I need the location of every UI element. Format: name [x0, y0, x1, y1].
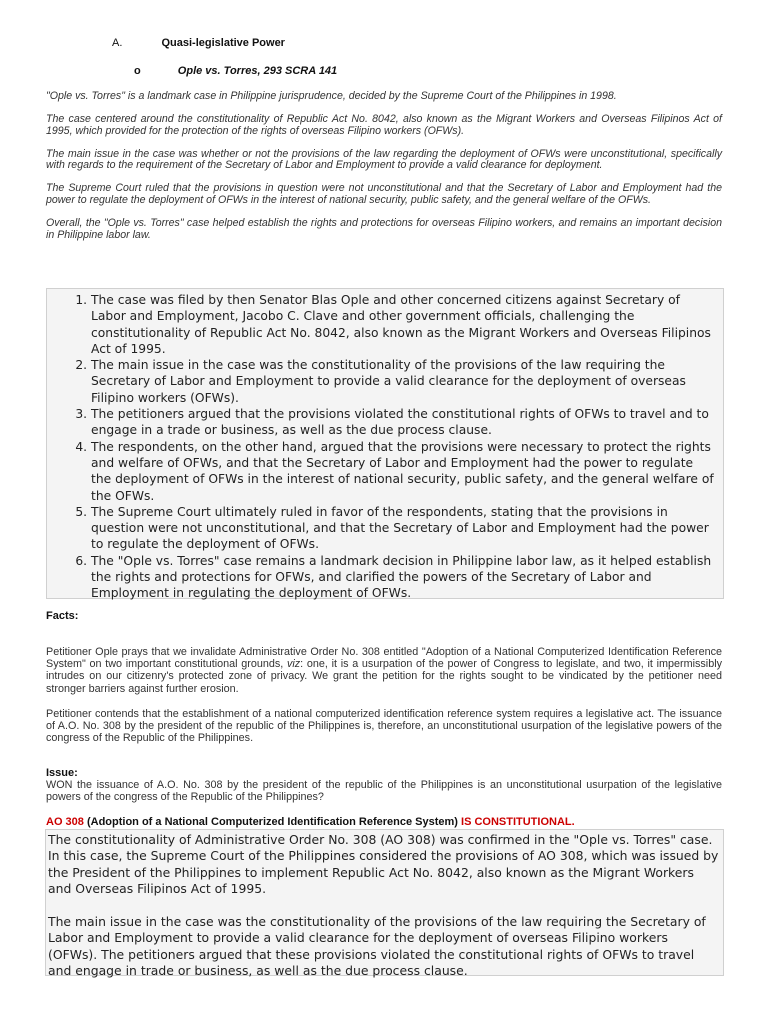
case-title: Ople vs. Torres, 293 SCRA 141 [177, 65, 338, 77]
numbered-summary-box [46, 288, 724, 599]
ruling-heading [46, 816, 575, 828]
intro-paragraph: "Ople vs. Torres" is a landmark case in Philippine jurisprudence, decided by the Supreme Court of the Philippines in 1998. [46, 90, 617, 102]
bullet-icon: o [134, 65, 141, 77]
list-item: 3. The petitioners argued that the provisions violated the constitutional rights of OFWs to travel and to engage in a trade or business, as well as the due process clause. [91, 406, 715, 439]
intro-paragraph: The Supreme Court ruled that the provisions in question were not unconstitutional and that the Secretary of Labor and Employment had the power to regulate the deployment of OFWs in the interest of national security, public safety, and the general welfare of the OFWs. [46, 182, 722, 207]
verdict-period: . [571, 816, 575, 828]
intro-paragraph: The main issue in the case was whether or not the provisions of the law regarding the deployment of OFWs were unconstitutional, specifically with regards to the requirement of the Secretary of Labor and Employment to provide a valid clearance for deployment. [46, 147, 722, 172]
section-letter: A. [112, 37, 123, 49]
ruling-paragraph: The constitutionality of Administrative Order No. 308 (AO 308) was confirmed in the "Ople vs. Torres" case. In this case, the Supreme Court of the Philippines considered the provisions of AO 308, which was issued by the President of the Philippines to implement Republic Act No. 8042, also known as the Migrant Workers and Overseas Filipinos Act of 1995. [48, 832, 719, 897]
facts-viz: viz [286, 658, 301, 671]
facts-label: Facts: [46, 610, 79, 622]
list-item: 1. The case was filed by then Senator Blas Ople and other concerned citizens against Secretary of Labor and Employment, Jacobo C. Clave and other government officials, challenging the constitutionality of Republic Act No. 8042, also known as the Migrant Workers and Overseas Filipinos Act of 1995. [91, 292, 715, 357]
facts-text: : one, it is a usurpation of the power of Congress to legislate, and two, it impermissibly intrudes on our citizenry's protected zone of privacy. We grant the petition for the rights sought to be vindicated by the petitioner need stronger barriers against further erosion. [46, 658, 723, 695]
ao-name: (Adoption of a National Computerized Identification Reference System) [83, 816, 462, 828]
numbered-list [67, 292, 715, 602]
ao-label: AO 308 [46, 816, 84, 828]
facts-paragraph [46, 646, 722, 695]
case-heading [134, 65, 337, 77]
intro-section [46, 91, 722, 253]
verdict: IS CONSTITUTIONAL [461, 816, 572, 828]
ruling-box [45, 829, 724, 979]
issue-text: WON the issuance of A.O. No. 308 by the president of the republic of the Philippines is an unconstitutional usurpation of the legislative powers of the congress of the Republic of the Philippines? [46, 779, 722, 804]
section-heading [112, 37, 285, 49]
list-item: 4. The respondents, on the other hand, argued that the provisions were necessary to protect the rights and welfare of OFWs, and that the Secretary of Labor and Employment had the power to regulate the deployment of OFWs in the interest of national security, public safety, and the general welfare of the OFWs. [91, 439, 715, 504]
section-title: Quasi-legislative Power [161, 37, 285, 49]
facts-text: Petitioner Ople prays that we invalidate Administrative Order No. 308 entitled "Adoption of a National Computerized Identification Reference System" on two important constitutional grounds, [46, 646, 722, 671]
list-item: 5. The Supreme Court ultimately ruled in favor of the respondents, stating that the provisions in question were not unconstitutional, and that the Secretary of Labor and Employment had the power to regulate the deployment of OFWs. [91, 504, 715, 553]
ruling-paragraph: The main issue in the case was the constitutionality of the provisions of the law requiring the Secretary of Labor and Employment to provide a valid clearance for the deployment of overseas Filipino workers (OFWs). The petitioners argued that these provisions violated the constitutional rights of OFWs to travel and engage in trade or business, as well as the due process clause. [48, 914, 706, 979]
intro-paragraph: Overall, the "Ople vs. Torres" case helped establish the rights and protections for overseas Filipino workers, and remains an important decision in Philippine labor law. [46, 217, 722, 241]
list-item: 6. The "Ople vs. Torres" case remains a landmark decision in Philippine labor law, as it helped establish the rights and protections for OFWs, and clarified the powers of the Secretary of Labor and Employment in regulating the deployment of OFWs. [91, 553, 715, 602]
issue-label: Issue: [46, 767, 78, 779]
list-item: 2. The main issue in the case was the constitutionality of the provisions of the law requiring the Secretary of Labor and Employment to provide a valid clearance for the deployment of overseas Filipino workers (OFWs). [91, 357, 715, 406]
intro-paragraph: The case centered around the constitutionality of Republic Act No. 8042, also known as the Migrant Workers and Overseas Filipinos Act of 1995, which provided for the protection of the rights of overseas Filipino workers (OFWs). [46, 113, 722, 137]
facts-paragraph: Petitioner contends that the establishment of a national computerized identification reference system requires a legislative act. The issuance of A.O. No. 308 by the president of the republic of the Philippines is, therefore, an unconstitutional usurpation of the legislative powers of the congress of the Republic of the Philippines. [46, 708, 722, 745]
